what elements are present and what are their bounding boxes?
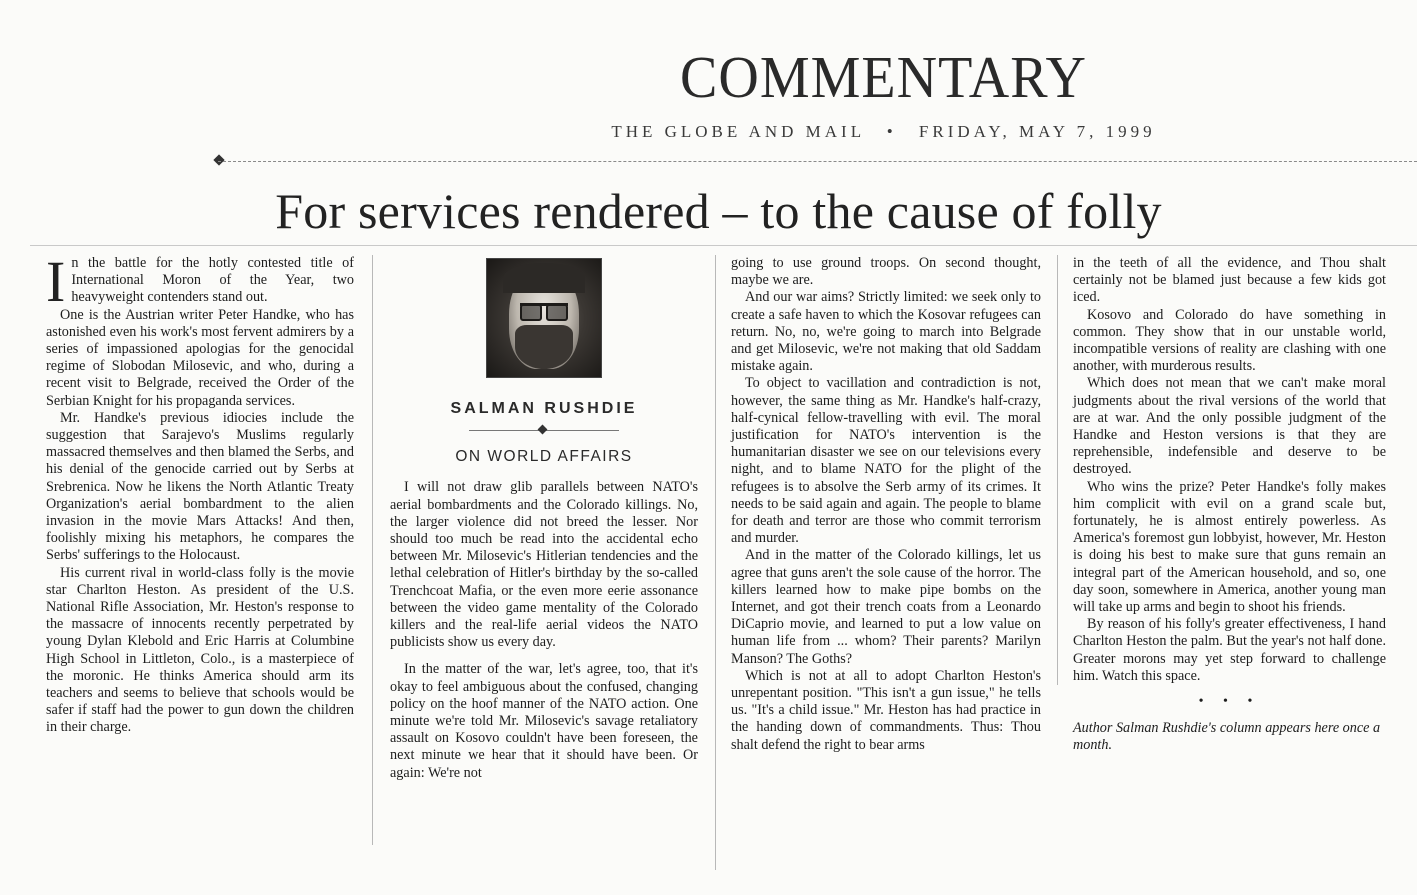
- paragraph: I will not draw glib parallels between NATO's aerial bombardments and the Colorado killings. No, the larger violence did not breed the lesser. Nor should too much be read into the accidental echo between Mr. Milosevic's Hitlerian tendencies and the lethal celebration of Hitler's birthday by the so-called Trenchcoat Mafia, or the even more eerie assonance between the video game mentality of the Colorado killers and the real-life aerial videos the NATO publicists show us every day.: [390, 479, 698, 651]
- column-2-text: [390, 479, 698, 781]
- headline: For services rendered – to the cause of folly: [275, 183, 1162, 239]
- masthead-separator: •: [886, 122, 897, 141]
- column-rule: [715, 255, 716, 870]
- article-column-3: [731, 255, 1041, 754]
- top-divider: [218, 161, 1417, 162]
- paragraph: By reason of his folly's greater effectiveness, I hand Charlton Heston the palm. But the year's not half done. Greater morons may yet step forward to challenge him. Watch this space.: [1073, 616, 1386, 684]
- paragraph: [46, 249, 354, 314]
- paragraph: Which is not at all to adopt Charlton Heston's unrepentant position. "This isn't a gun issue," he tells us. "It's a child issue." Mr. Heston has had practice in the handing down of commandments. Thus: Thou shalt defend the right to bear arms: [731, 667, 1041, 753]
- article-column-2: [390, 255, 698, 782]
- diamond-ornament-icon: [213, 154, 224, 165]
- diamond-ornament-icon: [538, 425, 548, 435]
- paragraph: To object to vacillation and contradiction is not, however, the same thing as Mr. Handke's half-crazy, half-cynical fellow-travelling with evil. The moral justification for NATO's intervention is the humanitarian disaster we see on our televisions every night, and to blame NATO for the plight of the refugees is to absolve the Serb army of its crimes. It needs to be said again and again. The people to blame for death and terror are those who commit terrorism and murder.: [731, 375, 1041, 547]
- paragraph-text: n the battle for the hotly contested title of International Moron of the Year, two heavyweight contenders stand out.: [71, 255, 354, 306]
- portrait-hair: [503, 263, 585, 293]
- author-note: Author Salman Rushdie's column appears here once a month.: [1073, 720, 1381, 754]
- portrait-glasses: [520, 303, 568, 320]
- section-title: COMMENTARY: [680, 45, 1087, 111]
- author-photo: [486, 258, 602, 378]
- headline-divider: [30, 245, 1417, 246]
- paragraph: going to use ground troops. On second thought, maybe we are.: [731, 255, 1041, 289]
- paragraph: Kosovo and Colorado do have something in common. They show that in our unstable world, incompatible versions of reality are clashing with one another, with murderous results.: [1073, 306, 1386, 375]
- masthead: [0, 122, 1417, 142]
- drop-cap: I: [46, 249, 66, 314]
- paragraph: Who wins the prize? Peter Handke's folly makes him complicit with evil on a grand scale but, fortunately, he is almost entirely powerless. As America's foremost gun lobbyist, however, Mr. Heston is doing his best to make sure that guns remain an integral part of the American household, and so, one day soon, somewhere in America, another young man will take up arms and begin to shoot his friends.: [1073, 478, 1386, 616]
- paper-name: THE GLOBE AND MAIL: [611, 122, 865, 141]
- column-rule: [372, 255, 373, 845]
- paragraph: Mr. Handke's previous idiocies include the suggestion that Sarajevo's Muslims regularly massacred themselves and then blamed the Serbs, and his denial of the genocide carried out by Serbs at Srebrenica. Now he likens the North Atlantic Treaty Organization's aerial bombardment to the alien invasion in the movie Mars Attacks! And then, foolishly mixing his metaphors, he compares the Serbs' sufferings to the Holocaust.: [46, 409, 354, 564]
- column-rule: [1057, 255, 1058, 685]
- portrait-beard: [515, 325, 573, 369]
- paragraph: In the matter of the war, let's agree, too, that it's okay to feel ambiguous about the confused, changing policy on the hoof manner of the NATO action. One minute we're told Mr. Milosevic's savage retaliatory assault on Kosovo couldn't have been foreseen, the next minute we hear that it should have been. Or again: We're not: [390, 661, 698, 781]
- paragraph: And in the matter of the Colorado killings, let us agree that guns aren't the sole cause of the horror. The killers learned how to make pipe bombs on the Internet, and got their trench coats from a Leonardo DiCaprio movie, and learned to put a low value on human life from ... whom? Their parents? Marilyn Manson? The Goths?: [731, 547, 1041, 667]
- paragraph: in the teeth of all the evidence, and Thou shalt certainly not be blamed just because a few kids got iced.: [1073, 255, 1386, 306]
- section-break: • • •: [1198, 694, 1261, 710]
- article-column-4: [1073, 255, 1386, 755]
- paragraph: And our war aims? Strictly limited: we seek only to create a safe haven to which the Kosovar refugees can return. No, no, we're going to march into Belgrade and get Milosevic, we're not making that old Saddam mistake again.: [731, 289, 1041, 375]
- column-beat: ON WORLD AFFAIRS: [455, 448, 633, 466]
- paragraph: His current rival in world-class folly is the movie star Charlton Heston. As president of the U.S. National Rifle Association, Mr. Heston's response to the massacre of innocents recently perpetrated by young Dylan Klebold and Eric Harris at Columbine High School in Littleton, Colo., is a masterpiece of the moronic. He thinks America should arm its teachers and seems to believe that schools would be safer if staff had the power to gun down the children in their charge.: [46, 564, 354, 736]
- byline-divider: [469, 426, 619, 436]
- author-byline: SALMAN RUSHDIE: [450, 400, 638, 417]
- issue-date: FRIDAY, MAY 7, 1999: [918, 122, 1156, 141]
- paragraph: One is the Austrian writer Peter Handke, who has astonished even his work's most fervent admirers by a series of impassioned apologias for the genocidal regime of Slobodan Milosevic, and who, during a recent visit to Belgrade, received the Order of the Serbian Knight for his propaganda services.: [46, 306, 354, 409]
- paragraph: Which does not mean that we can't make moral judgments about the rival versions of the world that are at war. And the only possible judgment of the Handke and Heston versions is that they are reprehensible, indefensible and deserve to be destroyed.: [1073, 375, 1386, 478]
- article-column-1: [46, 249, 354, 737]
